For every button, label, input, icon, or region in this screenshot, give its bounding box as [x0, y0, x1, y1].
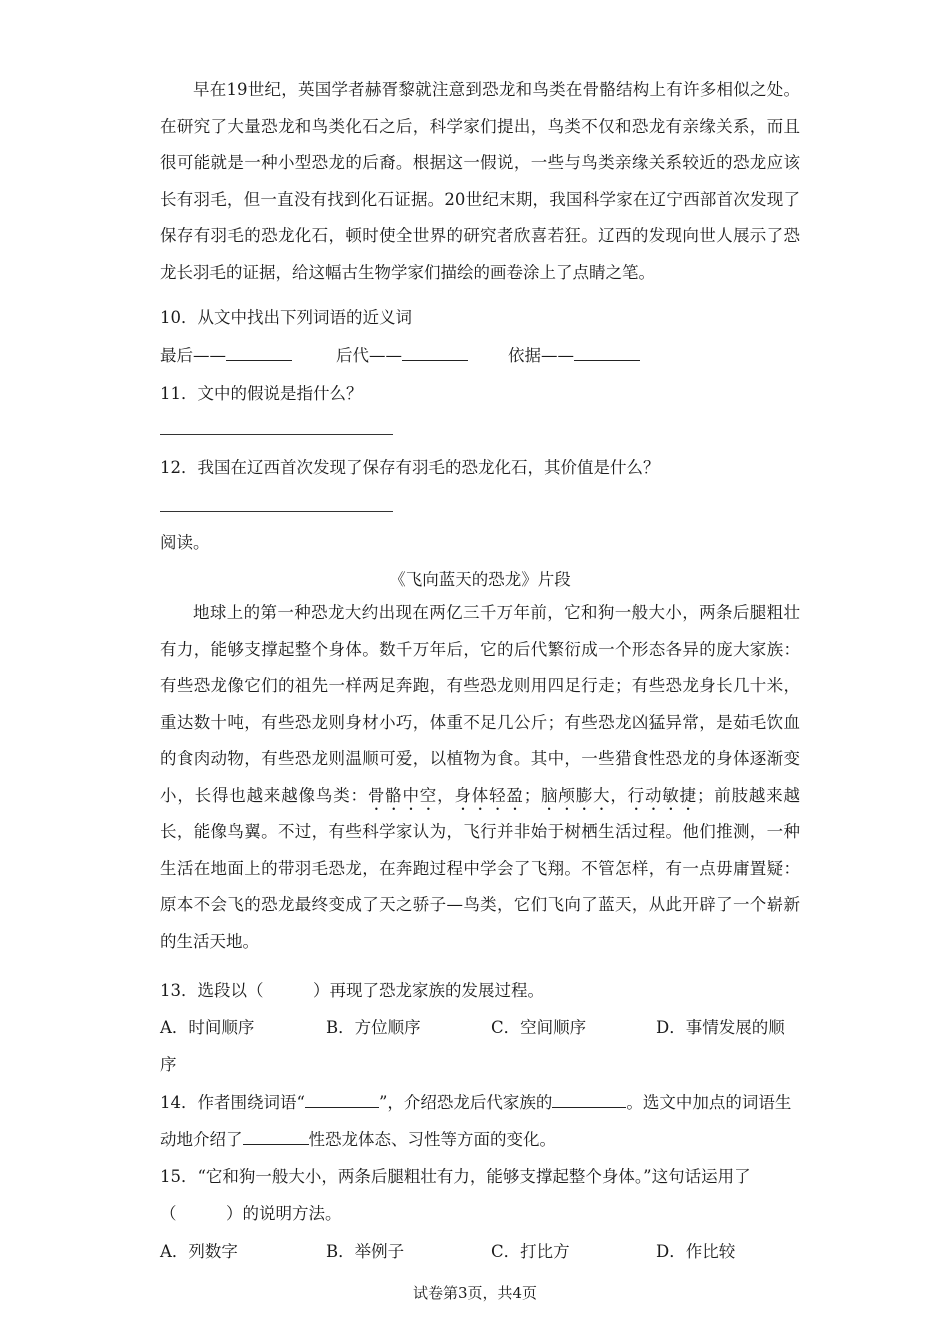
dotted-word-4: 行动敏捷 — [627, 785, 697, 805]
q13-option-b[interactable]: B．方位顺序 — [326, 1018, 421, 1037]
q13-option-a[interactable]: A．时间顺序 — [160, 1018, 255, 1037]
q15-option-b[interactable]: B．举例子 — [326, 1242, 405, 1261]
q15-option-c[interactable]: C．打比方 — [491, 1242, 570, 1261]
q13-option-d[interactable]: D．事情发展的顺 — [656, 1018, 785, 1037]
dotted-word-1: 骨骼中空 — [367, 785, 438, 805]
passage-1-text: 早在19世纪，英国学者赫胥黎就注意到恐龙和鸟类在骨骼结构上有许多相似之处。在研究了大量恐龙和鸟类化石之后，科学家们提出，鸟类不仅和恐龙有亲缘关系，而且很可能就是一种小型恐龙的后裔。根据这一假说，一些与鸟类亲缘关系较近的恐龙应该长有羽毛，但一直没有找到化石证据。20世纪末期，我国科学家在辽宁西部首次发现了保存有羽毛的恐龙化石，顿时使全世界的研究者欣喜若狂。辽西的发现向世人展示了恐龙长羽毛的证据，给这幅古生物学家们描绘的画卷涂上了点睛之笔。 — [160, 80, 800, 282]
answer-blank-1[interactable] — [226, 342, 292, 361]
page-footer: 试卷第3页，共4页 — [412, 1284, 538, 1302]
q14-blank-1[interactable] — [305, 1089, 379, 1108]
passage-1 — [160, 72, 800, 291]
question-10-blanks — [160, 342, 640, 366]
question-14-line-1: 14．作者围绕词语“ ”，介绍恐龙后代家族的 。选文中加点的词语生 — [160, 1089, 791, 1113]
answer-line-11[interactable] — [160, 434, 393, 435]
q15-option-a[interactable]: A．列数字 — [160, 1242, 238, 1261]
question-15-line-2: （ ）的说明方法。 — [160, 1204, 342, 1223]
q14-blank-2[interactable] — [552, 1089, 626, 1108]
passage-2-part-1: 地球上的第一种恐龙大约出现在两亿三千万年前，它和狗一般大小，两条后腿粗壮有力，能够支撑起整个身体。数千万年后，它的后代繁衍成一个形态各异的庞大家族：有些恐龙像它们的祖先一样两足奔跑，有些恐龙则用四足行走；有些恐龙身长几十米，重达数十吨，有些恐龙则身材小巧，体重不足几公斤；有些恐龙凶猛异常，是茹毛饮血的食肉动物，有些恐龙则温顺可爱，以植物为食。其中，一些猎食性恐龙的身体逐渐变小，长得也越来越像鸟类： — [160, 603, 800, 805]
passage-2-text: 地球上的第一种恐龙大约出现在两亿三千万年前，它和狗一般大小，两条后腿粗壮有力，能够支撑起整个身体。数千万年后，它的后代繁衍成一个形态各异的庞大家族：有些恐龙像它们的祖先一样两足奔跑，有些恐龙则用四足行走；有些恐龙身长几十米，重达数十吨，有些恐龙则身材小巧，体重不足几公斤；有些恐龙凶猛异常，是茹毛饮血的食肉动物，有些恐龙则温顺可爱，以植物为食。其中，一些猎食性恐龙的身体逐渐变小，长得也越来越像鸟类：骨骼中空，身体轻盈；脑颅膨大，行动敏捷；前肢越来越长，能像鸟翼。不过，有些科学家认为，飞行并非始于树栖生活过程。他们推测，一种生活在地面上的带羽毛恐龙，在奔跑过程中学会了飞翔。不管怎样，有一点毋庸置疑：原本不会飞的恐龙最终变成了天之骄子—鸟类，它们飞向了蓝天，从此开辟了一个崭新的生活天地。 — [160, 603, 801, 951]
answer-line-12[interactable] — [160, 511, 393, 512]
passage-2-part-2: ；前肢越来越长，能像鸟翼。不过，有些科学家认为，飞行并非始于树栖生活过程。他们推测，一种生活在地面上的带羽毛恐龙，在奔跑过程中学会了飞翔。不管怎样，有一点毋庸置疑：原本不会飞的恐龙最终变成了天之骄子—鸟类，它们飞向了蓝天，从此开辟了一个崭新的生活天地。 — [160, 785, 801, 951]
dotted-word-3: 脑颅膨大 — [540, 785, 611, 805]
q15-option-d[interactable]: D．作比较 — [656, 1242, 736, 1261]
question-10-stem: 10．从文中找出下列词语的近义词 — [160, 308, 412, 327]
question-12-stem: 12．我国在辽西首次发现了保存有羽毛的恐龙化石，其价值是什么？ — [160, 458, 660, 477]
blank-label-3: 依据—— — [508, 346, 574, 365]
blank-label-2: 后代—— — [336, 346, 402, 365]
blank-label-1: 最后—— — [160, 346, 226, 365]
passage-2-title: 《飞向蓝天的恐龙》片段 — [389, 570, 571, 589]
question-11-stem: 11．文中的假说是指什么？ — [160, 384, 363, 403]
answer-blank-3[interactable] — [574, 342, 640, 361]
answer-blank-2[interactable] — [402, 342, 468, 361]
passage-2 — [160, 595, 800, 960]
q13-option-d-wrap: 序 — [160, 1055, 177, 1074]
question-14-line-2: 动地介绍了 性恐龙体态、习性等方面的变化。 — [160, 1126, 556, 1150]
q14-blank-3[interactable] — [243, 1126, 309, 1145]
read-label: 阅读。 — [160, 533, 210, 552]
question-15-stem: 15．“它和狗一般大小，两条后腿粗壮有力，能够支撑起整个身体。”这句话运用了 — [160, 1167, 751, 1186]
question-13-stem: 13．选段以（ ）再现了恐龙家族的发展过程。 — [160, 981, 544, 1000]
q13-option-c[interactable]: C．空间顺序 — [491, 1018, 587, 1037]
dotted-word-2: 身体轻盈 — [454, 785, 524, 805]
